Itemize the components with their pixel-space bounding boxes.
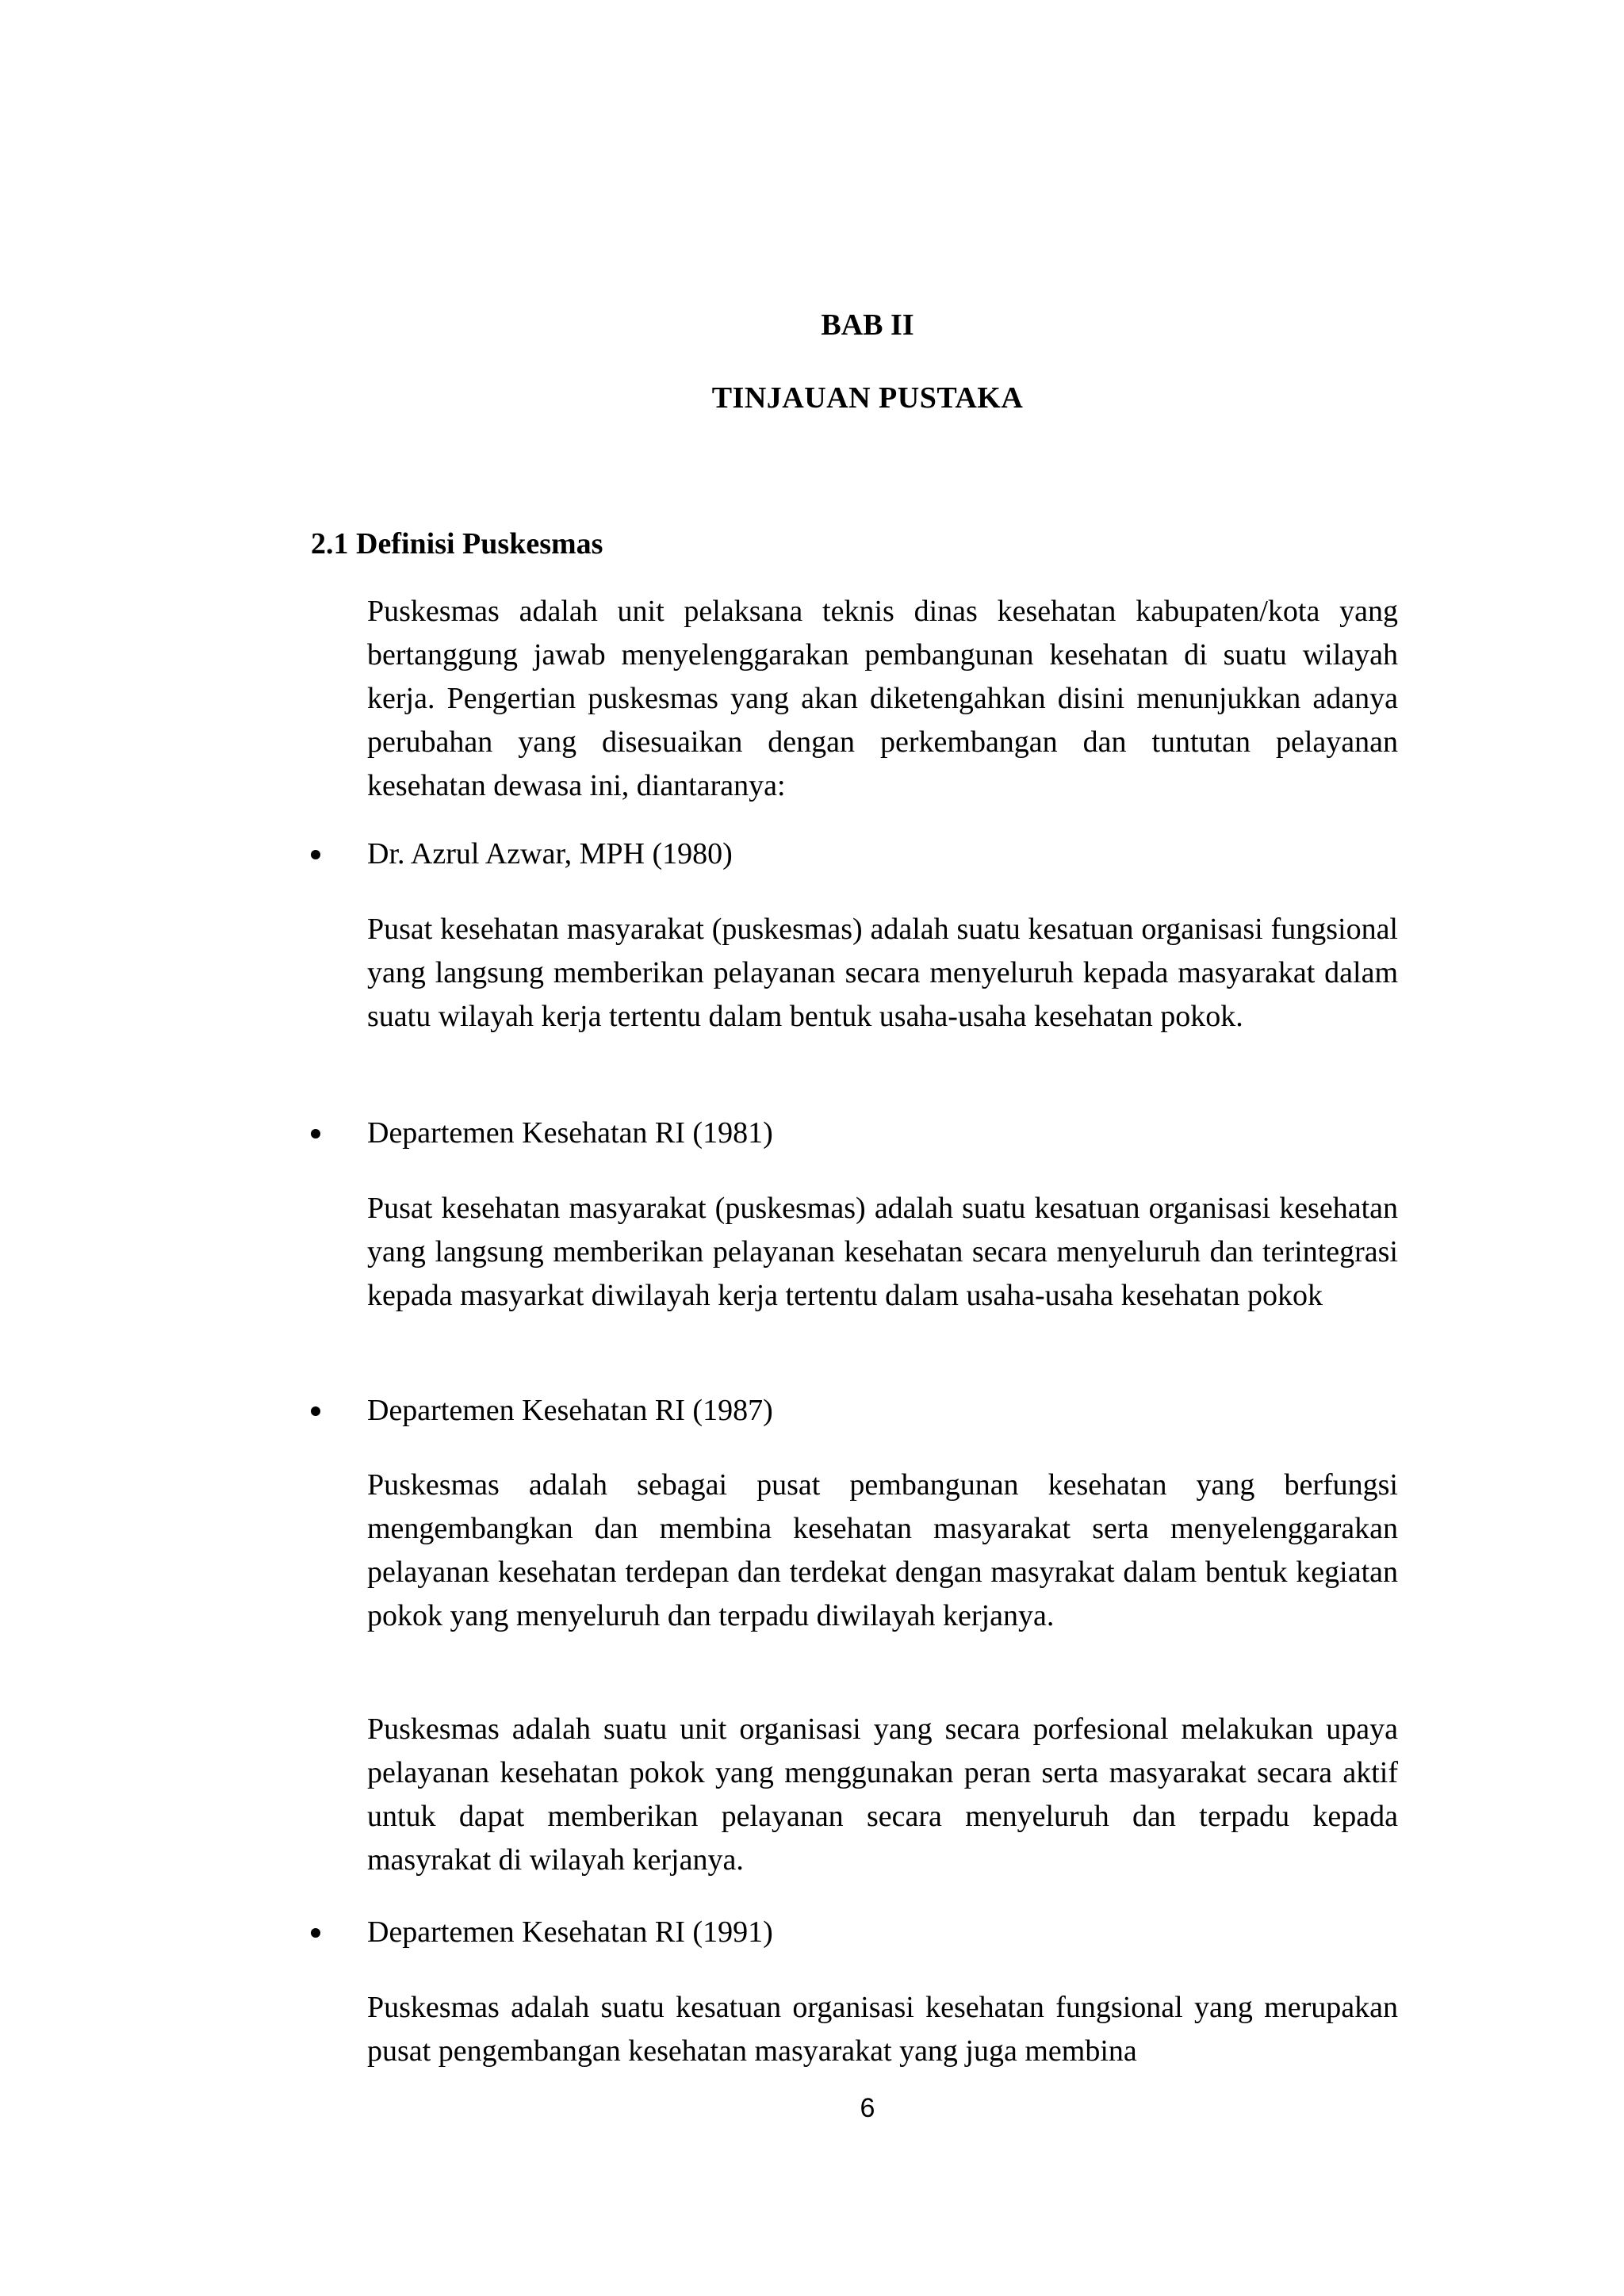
definition-source: Dr. Azrul Azwar, MPH (1980) xyxy=(367,837,733,871)
bullet-icon xyxy=(311,1129,320,1138)
definition-paragraph: Puskesmas adalah suatu kesatuan organisasi kesehatan fungsional yang merupakan pusat pengembangan kesehatan masyarakat yang juga membina xyxy=(367,1991,1398,2068)
definition-paragraph: Puskesmas adalah sebagai pusat pembangunan kesehatan yang berfungsi mengembangkan dan membina kesehatan masyarakat serta menyelenggarakan pelayanan kesehatan terdepan dan terdekat dengan masyrakat dalam bentuk kegiatan pokok yang menyeluruh dan terpadu diwilayah kerjanya. xyxy=(367,1468,1398,1632)
definition-source: Departemen Kesehatan RI (1991) xyxy=(367,1915,773,1949)
bullet-icon xyxy=(311,1406,320,1416)
intro-paragraph: Puskesmas adalah unit pelaksana teknis dinas kesehatan kabupaten/kota yang bertanggung jawab menyelenggarakan pembangunan kesehatan di suatu wilayah kerja. Pengertian puskesmas yang akan diketengahkan disini menunjukkan adanya perubahan yang disesuaikan dengan perkembangan dan tuntutan pelayanan kesehatan dewasa ini, diantaranya: xyxy=(367,595,1398,802)
chapter-title: TINJAUAN PUSTAKA xyxy=(711,381,1024,415)
definition-paragraph: Puskesmas adalah suatu unit organisasi yang secara porfesional melakukan upaya pelayanan kesehatan pokok yang menggunakan peran serta masyarakat secara aktif untuk dapat memberikan pelayanan secara menyeluruh dan terpadu kepada masyrakat di wilayah kerjanya. xyxy=(367,1712,1398,1877)
section-heading: 2.1 Definisi Puskesmas xyxy=(311,527,603,561)
definition-source: Departemen Kesehatan RI (1987) xyxy=(367,1394,773,1427)
definition-paragraph: Pusat kesehatan masyarakat (puskesmas) adalah suatu kesatuan organisasi kesehatan yang langsung memberikan pelayanan kesehatan secara menyeluruh dan terintegrasi kepada masyarkat diwilayah kerja tertentu dalam usaha-usaha kesehatan pokok xyxy=(367,1192,1398,1312)
definition-paragraph: Pusat kesehatan masyarakat (puskesmas) adalah suatu kesatuan organisasi fungsional yang langsung memberikan pelayanan secara menyeluruh kepada masyarakat dalam suatu wilayah kerja tertentu dalam bentuk usaha-usaha kesehatan pokok. xyxy=(367,913,1398,1033)
definition-source: Departemen Kesehatan RI (1981) xyxy=(367,1116,773,1150)
bullet-icon xyxy=(311,1928,320,1938)
chapter-number: BAB II xyxy=(821,308,914,342)
bullet-icon xyxy=(311,850,320,859)
page-number: 6 xyxy=(860,2093,875,2123)
